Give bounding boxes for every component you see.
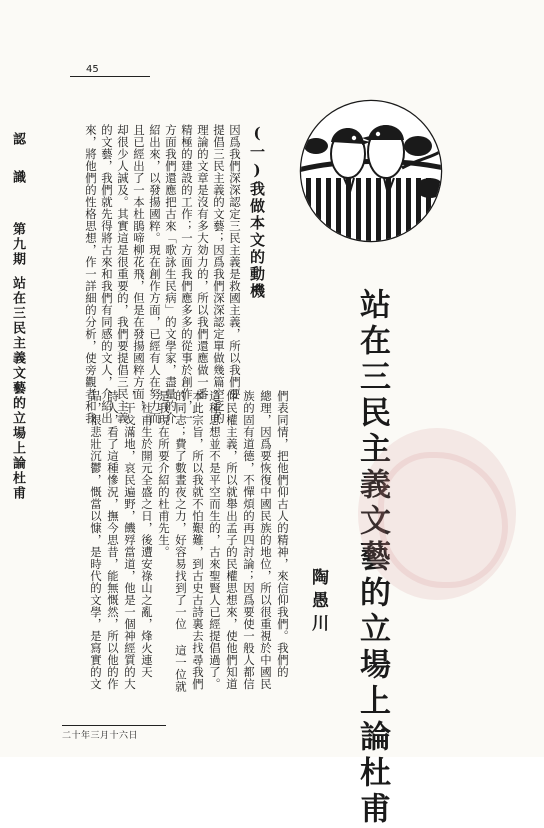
right-body-column: 本此宗旨，所以我就不怕艱難，到古史古詩裏去找尋我們 [191,390,205,690]
page-number: 45 [86,64,99,75]
footer-rule [62,725,166,726]
two-birds-emblem-icon [298,98,444,244]
left-body-column: 且已經出了一本杜鵑啼柳花飛，但是在發揚國粹方面， [132,124,146,412]
left-body-column: 却很少人誠及。其實這是很重要的，我們要提倡三民主義 [116,124,130,424]
sidebar-label-1: 認 [10,132,25,147]
right-body-column: 仰民權主義，所以就舉出孟子的民權思想來，使他們知道 [225,390,239,690]
section-heading: (一)我做本文的動機 [248,124,266,300]
left-body-column: 的文藝，我們就先得將古來和我們有同感的文人，介紹出 [100,124,114,424]
sidebar-issue: 第九期 [10,222,25,267]
right-body-column: ，干戈滿地，哀民遍野，饑殍當道，他是一個神經質的大 [123,390,137,690]
article-title: 站在三民主義文藝的立場上論杜甫 [354,288,390,828]
left-body-column: 方面我們還應把古來「歌詠生民病」的文學家，盡量的介 [164,124,178,424]
sidebar-label-2: 識 [10,170,25,185]
right-body-column: 們表同情，把他們仰古人的精神，來信仰我們。我們的 [276,390,290,678]
right-body-column: 杜甫生於開元全盛之日，後遭安祿山之亂，烽火連天 [140,402,154,678]
right-body-column: 族的固有道德，不憚煩的再四討論；因爲要使一般人都信 [242,390,256,690]
left-body-column: 來，將他們的性格思想，作一詳細的分析，使旁觀者和我 [84,124,98,424]
right-body-column: 的同志；費了數晝夜之力，好容易找到了一位 這一位就 [174,390,188,693]
left-body-column: 因爲我們深深認定三民主義是救國主義，所以我們要 [228,124,242,400]
left-body-column: 紹出來，以發揚國粹。現在創作方面，已經有人在努力而 [148,124,162,424]
sidebar-article-ref: 站在三民主義文藝的立場上論杜甫 [10,276,25,501]
left-body-column: 提倡三民主義的文藝；因爲我們深深認定單做幾篇空泛的 [212,124,226,424]
article-author: 陶愚川 [308,568,328,637]
header-rule [70,76,150,77]
right-body-column: 總理，因爲要恢復中國民族的地位，所以很重視於中國民 [259,390,273,690]
left-body-column: 理論的文章是沒有多大効力的，所以我們還應做一番 [196,124,210,400]
footer-date: 二十年三月十六日 [62,731,139,741]
right-body-column: 是我現在所要介紹的杜甫先生。 [157,390,171,558]
left-body-column: 精極的建設的工作；一方面我們應多多的從事於創作，一 [180,124,194,424]
right-body-column: 詩人，看了這種慘況，撫今思昔，能無慨然，所以他的作 [106,390,120,690]
right-body-column: 這種思想並不是平空而生的，古來聖賢人已經提倡過了。 [208,390,222,690]
right-body-column: 品，很悲壯沉鬱，慨當以慷，是時代的文學，是寫實的文 [89,390,103,690]
